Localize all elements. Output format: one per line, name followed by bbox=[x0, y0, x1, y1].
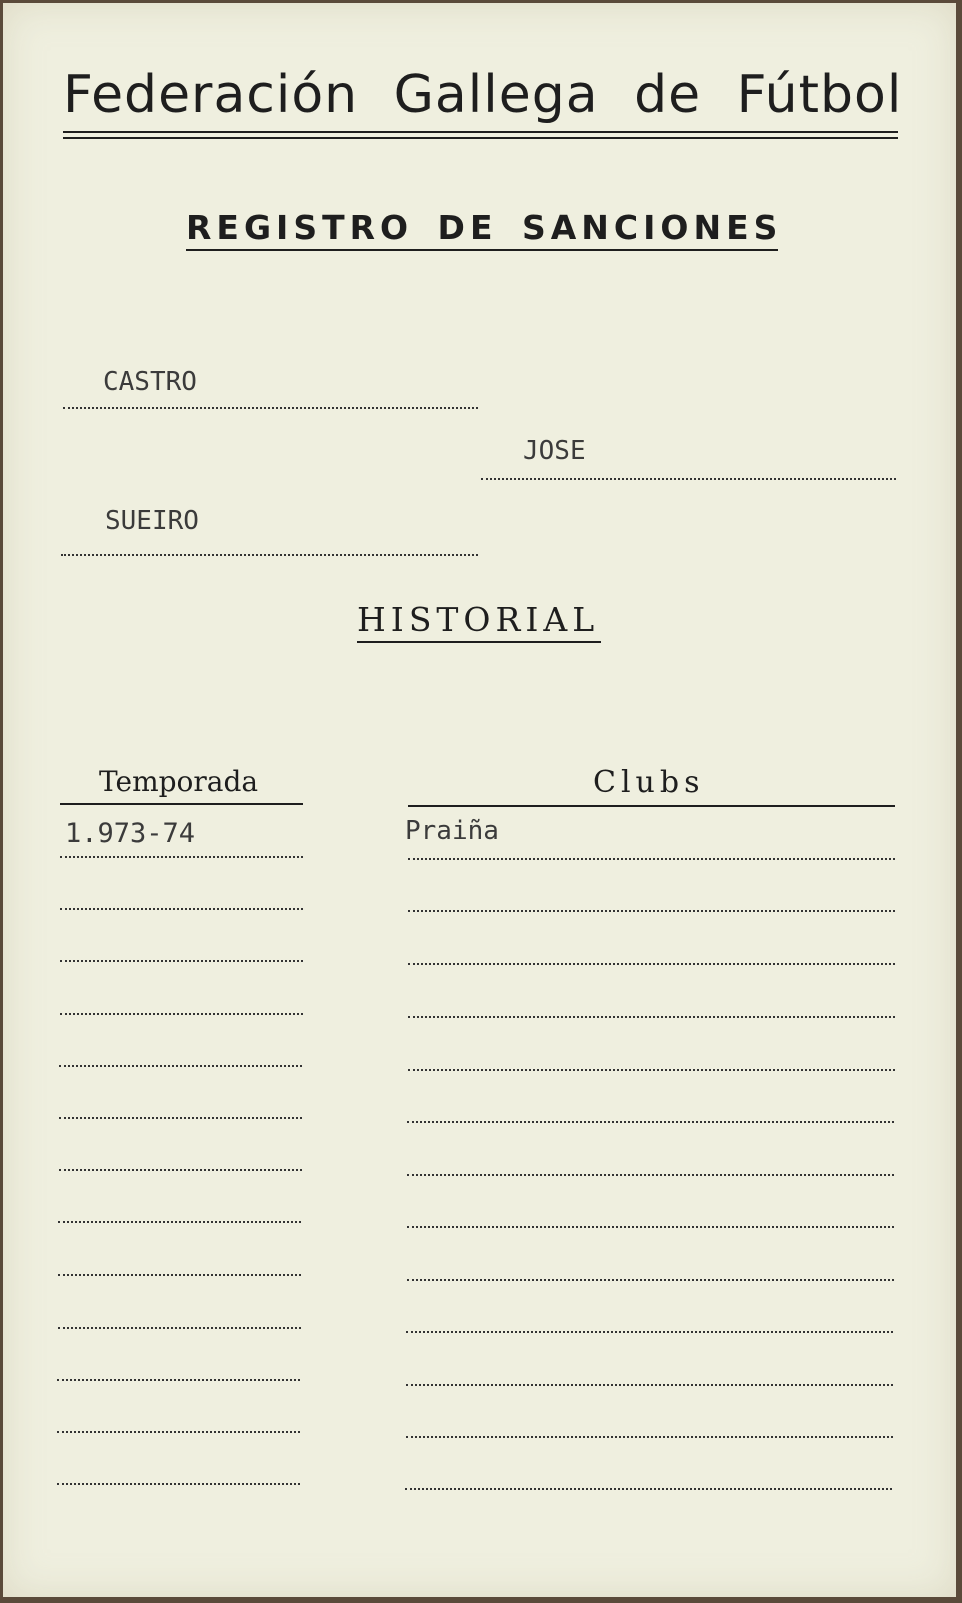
club-cell: Praiña bbox=[405, 816, 499, 846]
clubs-header-rule bbox=[408, 805, 895, 807]
season-cell: 1.973-74 bbox=[65, 818, 196, 849]
historial-underline bbox=[357, 641, 601, 643]
club-line bbox=[407, 1279, 894, 1281]
given-name: JOSE bbox=[523, 436, 586, 466]
season-line bbox=[58, 1274, 301, 1276]
season-line bbox=[60, 856, 303, 858]
clubs-column-header: Clubs bbox=[593, 765, 705, 800]
registration-card bbox=[3, 3, 956, 1597]
club-line bbox=[407, 1226, 894, 1228]
historial-heading: HISTORIAL bbox=[357, 600, 600, 639]
club-line bbox=[407, 1121, 894, 1123]
given-name-line bbox=[481, 478, 896, 480]
club-line bbox=[408, 858, 895, 860]
club-line bbox=[406, 1436, 893, 1438]
season-line bbox=[60, 960, 303, 962]
season-line bbox=[59, 1169, 302, 1171]
season-header-rule bbox=[60, 803, 303, 805]
club-line bbox=[408, 1069, 895, 1071]
season-line bbox=[60, 1013, 303, 1015]
club-line bbox=[408, 963, 895, 965]
title-underline-top bbox=[63, 131, 898, 133]
federation-title: Federación Gallega de Fútbol bbox=[63, 65, 903, 125]
surname-second-line bbox=[61, 554, 478, 556]
club-line bbox=[408, 1016, 895, 1018]
subtitle-underline bbox=[186, 249, 778, 251]
club-line bbox=[407, 1174, 894, 1176]
club-line bbox=[408, 910, 895, 912]
club-line bbox=[406, 1384, 893, 1386]
season-line bbox=[57, 1483, 300, 1485]
surname-first-line bbox=[63, 407, 478, 409]
club-line bbox=[405, 1488, 892, 1490]
season-line bbox=[60, 908, 303, 910]
surname-second: SUEIRO bbox=[105, 506, 199, 536]
season-line bbox=[59, 1065, 302, 1067]
season-line bbox=[57, 1431, 300, 1433]
season-column-header: Temporada bbox=[99, 765, 259, 798]
surname-first: CASTRO bbox=[103, 367, 197, 397]
title-underline-bottom bbox=[63, 137, 898, 139]
register-subtitle: REGISTRO DE SANCIONES bbox=[186, 208, 783, 247]
season-line bbox=[58, 1221, 301, 1223]
season-line bbox=[58, 1327, 301, 1329]
season-line bbox=[57, 1379, 300, 1381]
season-line bbox=[59, 1117, 302, 1119]
club-line bbox=[406, 1331, 893, 1333]
